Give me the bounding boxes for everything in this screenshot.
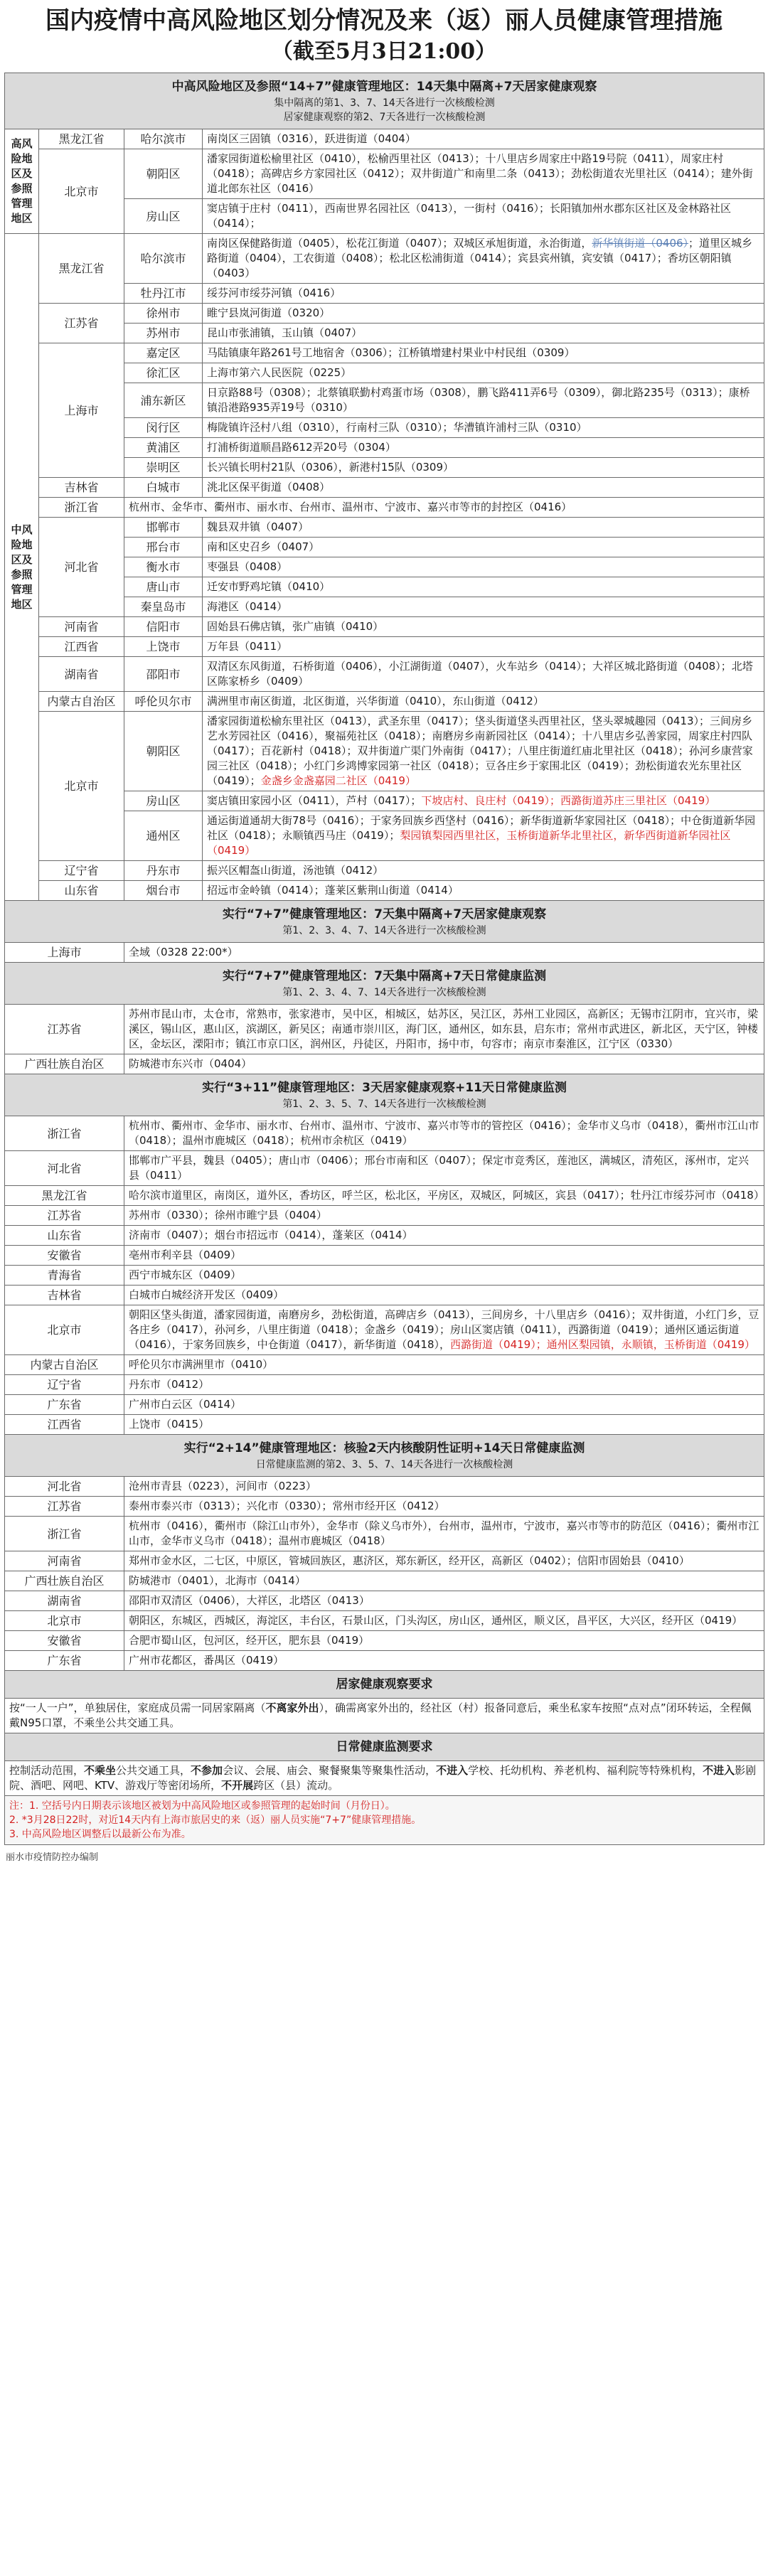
- detail-text: 邵阳市双清区（0406），大祥区，北塔区（0413）: [129, 1594, 370, 1607]
- province-cell: 河南省: [39, 617, 124, 637]
- detail-text: 迁安市野鸡坨镇（0410）: [207, 580, 331, 593]
- section-title: 中高风险地区及参照“14+7”健康管理地区：14天集中隔离+7天居家健康观察: [171, 80, 597, 94]
- detail-cell: [124, 1054, 764, 1074]
- province-row: [5, 1395, 764, 1415]
- province-row: [5, 1116, 764, 1151]
- province-cell: 浙江省: [5, 1517, 124, 1551]
- detail-cell: [203, 637, 764, 657]
- city-cell: 秦皇岛市: [124, 597, 203, 617]
- detail-text: 魏县双井镇（0407）: [207, 520, 309, 533]
- detail-new-text: 梨园镇梨园西里社区，玉桥街道新华北里社区，新华西街道新华园社区（0419）: [207, 829, 731, 857]
- requirement-row: [5, 1761, 764, 1796]
- province-row: [5, 1226, 764, 1246]
- detail-cell: [203, 438, 764, 458]
- province-cell: 浙江省: [39, 498, 124, 518]
- detail-cell: [124, 1651, 764, 1671]
- section-note: 第1、2、3、5、7、14天各进行一次核酸检测: [282, 1099, 486, 1110]
- requirement-title: 日常健康监测要求: [336, 1740, 433, 1754]
- notes-row: [5, 1796, 764, 1845]
- notes-cell: [5, 1796, 764, 1845]
- footer: 丽水市疫情防控办编制: [6, 1852, 99, 1863]
- detail-cell: [124, 1477, 764, 1497]
- requirement-emphasis: 不进入: [703, 1764, 735, 1777]
- province-row: [5, 1375, 764, 1395]
- detail-text: 日京路88号（0308）；北蔡镇联勤村鸡蛋市场（0308），鹏飞路411弄6号（0309），御北路235号（0313）；康桥镇沿港路935弄19号（0310）: [207, 386, 750, 414]
- risk-row: [5, 129, 764, 149]
- risk-row: [5, 881, 764, 901]
- section-header-row: [5, 901, 764, 943]
- detail-text: 合肥市蜀山区，包河区，经开区，肥东县（0419）: [129, 1634, 370, 1647]
- province-cell: 江苏省: [39, 304, 124, 343]
- detail-text: 哈尔滨市道里区，南岗区，道外区，香坊区，呼兰区，松北区，平房区，双城区，阿城区，宾县（0417）；牡丹江市绥芬河市（0418）: [129, 1189, 764, 1202]
- section-header: [5, 1435, 764, 1477]
- detail-cell: [203, 861, 764, 881]
- requirement-text-part: 影剧院、酒吧、网吧、KTV、游戏厅等密闭场所，: [9, 1764, 757, 1792]
- detail-cell: [124, 1005, 764, 1054]
- detail-cell: [203, 692, 764, 712]
- city-cell: 朝阳区: [124, 712, 203, 791]
- requirement-text-part: 按“一人一户”，单独居住，家庭成员需一同居家隔离（: [9, 1701, 266, 1714]
- province-cell: 山东省: [5, 1226, 124, 1246]
- detail-cell: [203, 199, 764, 234]
- requirement-text-part: 公共交通工具，: [116, 1764, 191, 1777]
- province-cell: 河北省: [5, 1477, 124, 1497]
- detail-cell: [203, 577, 764, 597]
- detail-cell: [124, 1497, 764, 1517]
- requirement-header: [5, 1671, 764, 1699]
- detail-cell: [203, 791, 764, 811]
- province-cell: 黑龙江省: [39, 234, 124, 304]
- risk-row: [5, 617, 764, 637]
- province-cell: 北京市: [39, 712, 124, 861]
- province-cell: 山东省: [39, 881, 124, 901]
- detail-cell: [203, 617, 764, 637]
- city-cell: 上饶市: [124, 637, 203, 657]
- detail-cell: [124, 1415, 764, 1435]
- section-header-row: [5, 73, 764, 129]
- section-note: 居家健康观察的第2、7天各进行一次核酸检测: [283, 112, 486, 123]
- detail-text: 丹东市（0412）: [129, 1378, 210, 1391]
- province-row: [5, 1355, 764, 1375]
- city-cell: 通州区: [124, 811, 203, 861]
- risk-table-body: [5, 73, 764, 1845]
- detail-cell: [124, 1186, 764, 1206]
- detail-text: 昆山市张浦镇，玉山镇（0407）: [207, 326, 363, 339]
- requirement-emphasis: 不离家外出: [265, 1701, 319, 1714]
- requirement-emphasis: 不进入: [436, 1764, 469, 1777]
- province-cell: 安徽省: [5, 1246, 124, 1266]
- province-row: [5, 1631, 764, 1651]
- province-cell: 广西壮族自治区: [5, 1054, 124, 1074]
- detail-text: 南和区史召乡（0407）: [207, 540, 320, 553]
- detail-cell: [203, 518, 764, 538]
- detail-text: 南岗区三固镇（0316），跃进街道（0404）: [207, 132, 416, 145]
- province-cell: 江西省: [39, 637, 124, 657]
- province-row: [5, 1571, 764, 1591]
- province-cell: 河北省: [39, 518, 124, 617]
- section-header: [5, 963, 764, 1005]
- detail-struck-text: 新华镇街道（0406）: [592, 237, 689, 250]
- requirement-header: [5, 1733, 764, 1761]
- province-cell: 内蒙古自治区: [39, 692, 124, 712]
- province-row: [5, 943, 764, 963]
- requirement-emphasis: 不开展: [221, 1779, 254, 1792]
- detail-cell: [124, 1305, 764, 1355]
- detail-cell: [203, 324, 764, 343]
- section-header: [5, 1074, 764, 1116]
- detail-cell: [203, 557, 764, 577]
- detail-new-text: 金盏乡金盏嘉园二社区（0419）: [260, 774, 416, 787]
- detail-new-text: 下坡店村、良庄村（0419）；西潞街道苏庄三里社区（0419）: [421, 794, 716, 807]
- province-cell: 安徽省: [5, 1631, 124, 1651]
- detail-text: 杭州市、衢州市、金华市、丽水市、台州市、温州市、宁波市、嘉兴市等市的管控区（0416）；金华市义乌市（0418），衢州市江山市（0418）；温州市鹿城区（0418）；杭州市余杭区（0419）: [129, 1119, 759, 1147]
- city-cell: 徐汇区: [124, 363, 203, 383]
- section-note: 集中隔离的第1、3、7、14天各进行一次核酸检测: [274, 97, 495, 109]
- risk-category: 高风险地区及参照管理地区: [5, 129, 39, 234]
- detail-cell: [203, 304, 764, 324]
- risk-row: [5, 518, 764, 538]
- section-note: 第1、2、3、4、7、14天各进行一次核酸检测: [282, 925, 486, 936]
- province-row: [5, 1415, 764, 1435]
- detail-text: 潘家园街道松榆东里社区（0413），武圣东里（0417）；垡头街道垡头西里社区，垡头翠城趣园（0413）；三间房乡艺水芳园社区（0416），聚福苑社区（0418）；南磨房乡南新园社区（0414）；十八里店乡弘善家园，周家庄村四队（0417）；百花新村（0418）；双井街道广渠门外南街（0417）；八里庄街道红庙北里社区（0418）；孙河乡康营家园三社区（0418）；小红门乡鸿博家园第一社区（0418）；豆各庄乡于家围北区（0419）；劲松街道农光东里社区（0419）；: [207, 715, 753, 787]
- detail-text: 招远市金岭镇（0414）；蓬莱区紫荆山街道（0414）: [207, 884, 459, 897]
- detail-text: 万年县（0411）: [207, 640, 288, 653]
- requirement-title: 居家健康观察要求: [336, 1677, 433, 1691]
- detail-text: 上饶市（0415）: [129, 1418, 210, 1431]
- province-row: [5, 1206, 764, 1226]
- detail-cell: [124, 1246, 764, 1266]
- province-cell: 上海市: [5, 943, 124, 963]
- province-row: [5, 1651, 764, 1671]
- province-cell: 广西壮族自治区: [5, 1571, 124, 1591]
- city-cell: 闵行区: [124, 418, 203, 438]
- detail-cell: [124, 1551, 764, 1571]
- province-cell: 北京市: [39, 149, 124, 234]
- city-cell: 崇明区: [124, 458, 203, 478]
- province-cell: 吉林省: [5, 1286, 124, 1305]
- province-cell: 浙江省: [5, 1116, 124, 1151]
- risk-row: [5, 692, 764, 712]
- city-cell: 唐山市: [124, 577, 203, 597]
- detail-text: 满洲里市南区街道，北区街道，兴华街道（0410），东山街道（0412）: [207, 695, 544, 707]
- detail-text: 朝阳区，东城区，西城区，海淀区，丰台区，石景山区，门头沟区，房山区，通州区，顺义区，昌平区，大兴区，经开区（0419）: [129, 1614, 743, 1627]
- detail-cell: [203, 418, 764, 438]
- province-cell: 湖南省: [5, 1591, 124, 1611]
- detail-cell: [203, 234, 764, 284]
- detail-cell: [124, 1591, 764, 1611]
- detail-text: 呼伦贝尔市满洲里市（0410）: [129, 1358, 274, 1371]
- city-cell: 房山区: [124, 199, 203, 234]
- detail-text: 通运街道通胡大街78号（0416）；于家务回族乡西垡村（0416）；新华街道新华家园社区（0418）；中仓街道新华园社区（0418）；永顺镇西马庄（0419）；: [207, 814, 756, 842]
- detail-cell: [203, 478, 764, 498]
- detail-cell: [124, 1116, 764, 1151]
- detail-cell: [203, 363, 764, 383]
- requirement-text: [5, 1699, 764, 1733]
- requirement-text-part: ），确需离家外出的，经社区（村）报备同意后，乘坐私家车按照“点对点”闭环转运，全程佩戴N95口罩，不乘坐公共交通工具。: [9, 1701, 752, 1729]
- detail-text: 朝阳区垡头街道，潘家园街道，南磨房乡，劲松街道，高碑店乡（0413），三间房乡，十八里店乡（0416）；双井街道，小红门乡，豆各庄乡（0417），孙河乡，八里庄街道（0418）；金盏乡（0419）；房山区窦店镇（0411），西潞街道（0419）；通州区通运街道（0416），于家务回族乡，中仓街道（0417），新华街道（0418），: [129, 1308, 759, 1351]
- province-row: [5, 1005, 764, 1054]
- detail-text: 防城港市（0401），北海市（0414）: [129, 1574, 306, 1587]
- province-row: [5, 1591, 764, 1611]
- city-cell: 邯郸市: [124, 518, 203, 538]
- province-cell: 湖南省: [39, 657, 124, 692]
- province-row: [5, 1611, 764, 1631]
- province-cell: 黑龙江省: [5, 1186, 124, 1206]
- detail-text: 广州市花都区，番禺区（0419）: [129, 1654, 284, 1667]
- section-title: 实行“7+7”健康管理地区：7天集中隔离+7天居家健康观察: [222, 907, 547, 921]
- province-cell: 广东省: [5, 1395, 124, 1415]
- province-row: [5, 1286, 764, 1305]
- detail-text: 白城市白城经济开发区（0409）: [129, 1288, 284, 1301]
- detail-text: 睢宁县岚河街道（0320）: [207, 306, 331, 319]
- detail-text: 绥芬河市绥芬河镇（0416）: [207, 287, 341, 299]
- section-header: [5, 73, 764, 129]
- requirement-row: [5, 1699, 764, 1733]
- province-row: [5, 1477, 764, 1497]
- requirement-text-part: 控制活动范围，: [9, 1764, 85, 1777]
- section-title: 实行“7+7”健康管理地区：7天集中隔离+7天日常健康监测: [222, 969, 547, 983]
- detail-cell: [124, 1571, 764, 1591]
- risk-row: [5, 149, 764, 199]
- detail-cell: [124, 498, 764, 518]
- detail-text: 郑州市金水区，二七区，中原区，管城回族区，惠济区，郑东新区，经开区，高新区（0402）；信阳市固始县（0410）: [129, 1554, 690, 1567]
- risk-row: [5, 234, 764, 284]
- detail-text: 亳州市利辛县（0409）: [129, 1249, 242, 1261]
- city-cell: 丹东市: [124, 861, 203, 881]
- detail-cell: [124, 1355, 764, 1375]
- detail-text: 南岗区保健路街道（0405），松花江街道（0407）；双城区承旭街道，永治街道，: [207, 237, 592, 250]
- detail-text: 潘家园街道松榆里社区（0410），松榆西里社区（0413）；十八里店乡周家庄中路19号院（0411），周家庄村（0418）；高碑店乡方家园社区（0412）；双井街道广和南里二条（0413）；劲松街道农光里社区（0414）；建外街道北郎东社区（0416）: [207, 152, 753, 195]
- detail-text: 济南市（0407）；烟台市招远市（0414），蓬莱区（0414）: [129, 1229, 413, 1241]
- province-row: [5, 1551, 764, 1571]
- detail-cell: [124, 1611, 764, 1631]
- detail-text: 泰州市泰兴市（0313）；兴化市（0330）；常州市经开区（0412）: [129, 1500, 445, 1512]
- province-row: [5, 1517, 764, 1551]
- detail-cell: [124, 1375, 764, 1395]
- risk-table: [4, 73, 764, 1845]
- city-cell: 嘉定区: [124, 343, 203, 363]
- city-cell: 哈尔滨市: [124, 129, 203, 149]
- requirement-header-row: [5, 1733, 764, 1761]
- page-title: 国内疫情中高风险地区划分情况及来（返）丽人员健康管理措施: [46, 6, 722, 35]
- detail-cell: [203, 343, 764, 363]
- province-cell: 北京市: [5, 1305, 124, 1355]
- section-header: [5, 901, 764, 943]
- risk-row: [5, 861, 764, 881]
- detail-text: 枣强县（0408）: [207, 560, 288, 573]
- city-cell: 衡水市: [124, 557, 203, 577]
- province-row: [5, 1151, 764, 1186]
- city-cell: 苏州市: [124, 324, 203, 343]
- detail-text: 防城港市东兴市（0404）: [129, 1057, 252, 1070]
- detail-text: 海港区（0414）: [207, 600, 288, 613]
- detail-cell: [203, 811, 764, 861]
- detail-cell: [124, 1395, 764, 1415]
- detail-new-text: 西潞街道（0419）；通州区梨园镇，永顺镇，玉桥街道（0419）: [450, 1338, 755, 1351]
- detail-text: 杭州市（0416），衢州市（除江山市外），金华市（除义乌市外），台州市，温州市，宁波市，嘉兴市等市的防范区（0416）；衢州市江山市，金华市义乌市（0418）；温州市鹿城区（0418）: [129, 1519, 759, 1547]
- city-cell: 信阳市: [124, 617, 203, 637]
- section-note: 日常健康监测的第2、3、5、7、14天各进行一次核酸检测: [255, 1459, 513, 1470]
- requirement-emphasis: 不参加: [191, 1764, 223, 1777]
- risk-row: [5, 343, 764, 363]
- detail-cell: [203, 129, 764, 149]
- province-row: [5, 1266, 764, 1286]
- detail-cell: [203, 383, 764, 418]
- province-row: [5, 1305, 764, 1355]
- province-cell: 广东省: [5, 1651, 124, 1671]
- risk-row: [5, 498, 764, 518]
- city-cell: 牡丹江市: [124, 284, 203, 304]
- detail-text: 沧州市青县（0223），河间市（0223）: [129, 1480, 316, 1492]
- detail-cell: [203, 712, 764, 791]
- detail-text: 邯郸市广平县，魏县（0405）；唐山市（0406）；邢台市南和区（0407）；保定市竞秀区，莲池区，满城区，清苑区，涿州市，定兴县（0411）: [129, 1154, 750, 1182]
- risk-category: 中风险地区及参照管理地区: [5, 234, 39, 901]
- city-cell: 朝阳区: [124, 149, 203, 199]
- section-title: 实行“2+14”健康管理地区：核验2天内核酸阴性证明+14天日常健康监测: [183, 1441, 585, 1455]
- section-title: 实行“3+11”健康管理地区：3天居家健康观察+11天日常健康监测: [202, 1081, 567, 1095]
- requirement-emphasis: 不乘坐: [84, 1764, 117, 1777]
- detail-text: 长兴镇长明村21队（0306），新港村15队（0309）: [207, 461, 454, 474]
- risk-row: [5, 304, 764, 324]
- detail-cell: [124, 1517, 764, 1551]
- province-row: [5, 1246, 764, 1266]
- note-line: 3. 中高风险地区调整后以最新公布为准。: [9, 1829, 191, 1840]
- section-header-row: [5, 1074, 764, 1116]
- detail-text: ；道里区城乡路街道（0404），工农街道（0408）；松北区松浦街道（0414）；宾县宾州镇，宾安镇（0417）；香坊区朝阳镇（0403）: [207, 237, 753, 279]
- province-cell: 北京市: [5, 1611, 124, 1631]
- requirement-text-part: 学校、托幼机构、养老机构、福利院等特殊机构，: [468, 1764, 703, 1777]
- province-cell: 青海省: [5, 1266, 124, 1286]
- detail-cell: [124, 1266, 764, 1286]
- detail-cell: [203, 149, 764, 199]
- province-cell: 吉林省: [39, 478, 124, 498]
- detail-text: 梅陇镇许泾村八组（0310），行南村三队（0310）；华漕镇许浦村三队（0310）: [207, 421, 587, 434]
- province-cell: 内蒙古自治区: [5, 1355, 124, 1375]
- detail-text: 苏州市（0330）；徐州市睢宁县（0404）: [129, 1209, 327, 1222]
- requirement-text-part: 会议、会展、庙会、聚餐聚集等聚集性活动，: [223, 1764, 437, 1777]
- risk-row: [5, 657, 764, 692]
- city-cell: 烟台市: [124, 881, 203, 901]
- city-cell: 徐州市: [124, 304, 203, 324]
- section-header-row: [5, 1435, 764, 1477]
- note-line: 注：1. 空括号内日期表示该地区被划为中高风险地区或参照管理的起始时间（月份日）。: [9, 1800, 395, 1812]
- detail-cell: [124, 943, 764, 963]
- city-cell: 邵阳市: [124, 657, 203, 692]
- province-cell: 辽宁省: [5, 1375, 124, 1395]
- province-cell: 黑龙江省: [39, 129, 124, 149]
- detail-cell: [124, 1226, 764, 1246]
- city-cell: 黄浦区: [124, 438, 203, 458]
- detail-text: 双清区东风街道，石桥街道（0406），小江湖街道（0407），火车站乡（0414）；大祥区城北路街道（0408）；北塔区陈家桥乡（0409）: [207, 660, 753, 688]
- risk-row: [5, 637, 764, 657]
- detail-text: 固始县石佛店镇，张广庙镇（0410）: [207, 620, 384, 633]
- province-cell: 上海市: [39, 343, 124, 478]
- province-cell: 江西省: [5, 1415, 124, 1435]
- detail-cell: [124, 1631, 764, 1651]
- city-cell: 浦东新区: [124, 383, 203, 418]
- detail-text: 打浦桥街道顺昌路612弄20号（0304）: [207, 441, 396, 454]
- requirement-text: [5, 1761, 764, 1796]
- city-cell: 呼伦贝尔市: [124, 692, 203, 712]
- detail-text: 洮北区保平街道（0408）: [207, 481, 331, 493]
- detail-text: 马陆镇康年路261号工地宿舍（0306）；江桥镇增建村果业中村民组（0309）: [207, 346, 575, 359]
- detail-cell: [203, 538, 764, 557]
- province-cell: 江苏省: [5, 1206, 124, 1226]
- detail-cell: [203, 458, 764, 478]
- requirement-header-row: [5, 1671, 764, 1699]
- province-cell: 河北省: [5, 1151, 124, 1186]
- detail-text: 广州市白云区（0414）: [129, 1398, 242, 1411]
- province-cell: 辽宁省: [39, 861, 124, 881]
- note-line: 2. *3月28日22时，对近14天内有上海市旅居史的来（返）丽人员实施“7+7”健康管理措施。: [9, 1815, 422, 1826]
- city-cell: 哈尔滨市: [124, 234, 203, 284]
- province-cell: 江苏省: [5, 1497, 124, 1517]
- requirement-text-part: 跨区（县）流动。: [253, 1779, 339, 1792]
- province-row: [5, 1054, 764, 1074]
- detail-text: 窦店镇于庄村（0411），西南世界名园社区（0413），一街村（0416）；长阳镇加州水郡东区社区及金林路社区（0414）；: [207, 202, 732, 230]
- detail-cell: [203, 597, 764, 617]
- detail-text: 苏州市昆山市，太仓市，常熟市，张家港市，吴中区，相城区，姑苏区，吴江区，苏州工业园区，高新区；无锡市江阴市，宜兴市，梁溪区，锡山区，惠山区，滨湖区，新吴区；南通市崇川区，海门区，通州区，如东县，启东市；常州市武进区，新北区，天宁区，钟楼区，金坛区，溧阳市；镇江市京口区，润州区，丹徒区，丹阳市，扬中市，句容市；南京市秦淮区，江宁区（0330）: [129, 1008, 759, 1050]
- detail-text: 西宁市城东区（0409）: [129, 1268, 242, 1281]
- detail-cell: [203, 284, 764, 304]
- detail-cell: [124, 1151, 764, 1186]
- detail-text: 振兴区帽盔山街道，汤池镇（0412）: [207, 864, 384, 877]
- detail-cell: [124, 1286, 764, 1305]
- risk-row: [5, 478, 764, 498]
- province-cell: 江苏省: [5, 1005, 124, 1054]
- detail-cell: [124, 1206, 764, 1226]
- detail-text: 窦店镇田家园小区（0411），芦村（0417）；: [207, 794, 422, 807]
- risk-row: [5, 712, 764, 791]
- province-row: [5, 1497, 764, 1517]
- detail-text: 全域（0328 22:00*）: [129, 946, 238, 958]
- page-subtitle: （截至5月3日21:00）: [271, 39, 497, 64]
- detail-text: 杭州市、金华市、衢州市、丽水市、台州市、温州市、宁波市、嘉兴市等市的封控区（0416）: [129, 501, 572, 513]
- city-cell: 邢台市: [124, 538, 203, 557]
- province-row: [5, 1186, 764, 1206]
- detail-text: 上海市第六人民医院（0225）: [207, 366, 352, 379]
- detail-cell: [203, 657, 764, 692]
- section-note: 第1、2、3、4、7、14天各进行一次核酸检测: [282, 987, 486, 998]
- section-header-row: [5, 963, 764, 1005]
- city-cell: 房山区: [124, 791, 203, 811]
- detail-cell: [203, 881, 764, 901]
- city-cell: 白城市: [124, 478, 203, 498]
- province-cell: 河南省: [5, 1551, 124, 1571]
